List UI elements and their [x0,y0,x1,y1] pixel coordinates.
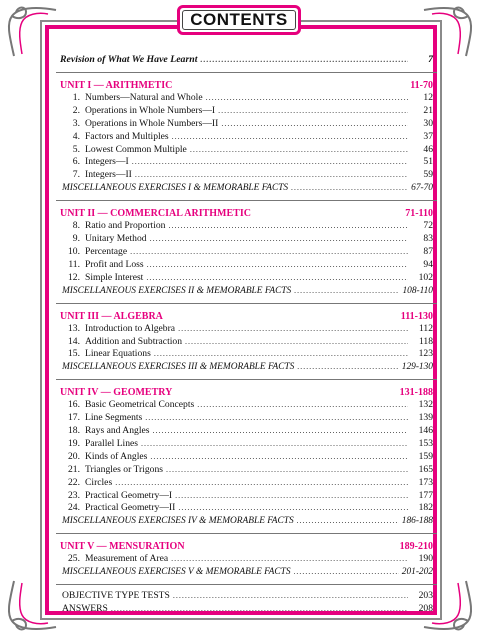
misc-exercises-pages: 186-188 [401,516,433,527]
leader-dots [141,438,408,451]
chapter-number: 21. [68,463,80,475]
unit-heading-label: UNIT IV — GEOMETRY [60,387,173,399]
toc-row[interactable] [60,272,433,285]
chapter-number: 22. [68,476,80,488]
unit-heading-label: UNIT I — ARITHMETIC [60,79,173,91]
toc-row[interactable] [60,233,433,246]
page-number: 46 [423,143,433,155]
unit-heading-pages: 71-110 [405,208,433,220]
chapter-title: Integers—II [85,169,132,181]
page-number: 83 [423,233,433,245]
page-number: 159 [418,450,433,462]
page-number: 173 [418,476,433,488]
misc-exercises-row[interactable] [60,182,433,195]
revision-label: Revision of What We Have Learnt [60,54,198,65]
toc-row[interactable] [60,412,433,425]
leader-dots [115,477,408,490]
page-number: 177 [418,489,433,501]
leader-dots [111,603,408,616]
toc-row[interactable] [60,451,433,464]
misc-exercises-label: MISCELLANEOUS EXERCISES I & MEMORABLE FACTS [62,183,289,194]
misc-exercises-row[interactable] [60,285,433,298]
leader-dots [172,131,408,144]
toc-row[interactable] [60,220,433,233]
leader-dots [291,182,408,195]
page-number: 182 [418,502,433,514]
leader-dots [145,412,408,425]
toc-row[interactable] [60,131,433,144]
toc-row[interactable] [60,438,433,451]
chapter-number: 17. [68,412,80,424]
toc-row[interactable] [60,464,433,477]
page-number: 30 [423,117,433,129]
leader-dots [147,259,408,272]
unit-heading-label: UNIT II — COMMERCIAL ARITHMETIC [60,208,251,220]
unit-heading-label: UNIT V — MENSURATION [60,541,185,553]
table-of-contents [60,54,433,616]
unit-heading-label: UNIT III — ALGEBRA [60,310,163,322]
leader-dots [150,451,408,464]
chapter-number: 12. [68,271,80,283]
leader-dots [166,464,408,477]
divider [56,72,437,73]
chapter-title: Measurement of Area [85,553,169,565]
chapter-title: Operations in Whole Numbers—II [85,117,219,129]
revision-row[interactable] [60,54,433,67]
page-number: 190 [418,553,433,565]
toc-row[interactable] [60,105,433,118]
page-number: 123 [418,348,433,360]
leader-dots [178,323,408,336]
chapter-number: 15. [68,348,80,360]
chapter-title: Basic Geometrical Concepts [85,399,195,411]
leader-dots [197,399,408,412]
page-number: 165 [418,463,433,475]
page-title: CONTENTS [182,10,296,30]
misc-exercises-pages: 129-130 [401,362,433,373]
chapter-title: Kinds of Angles [85,450,148,462]
chapter-title: Practical Geometry—I [85,489,173,501]
page-number: 139 [418,412,433,424]
chapter-title: Profit and Loss [85,258,144,270]
title-box [177,5,301,35]
leader-dots [175,490,408,503]
leader-dots [297,361,398,374]
unit-heading-pages: 11-70 [410,79,433,91]
toc-row[interactable] [60,323,433,336]
chapter-title: Practical Geometry—II [85,502,176,514]
page-number: 132 [418,399,433,411]
leader-dots [190,144,408,157]
toc-row[interactable] [60,477,433,490]
chapter-number: 2. [72,104,80,116]
toc-row[interactable] [60,425,433,438]
unit-heading-pages: 131-188 [399,387,433,399]
toc-row[interactable] [60,502,433,515]
chapter-number: 25. [68,553,80,565]
leader-dots [130,246,408,259]
chapter-title: Operations in Whole Numbers—I [85,104,216,116]
entry-label: OBJECTIVE TYPE TESTS [62,590,170,602]
chapter-title: Unitary Method [85,233,147,245]
toc-row[interactable] [60,144,433,157]
chapter-number: 20. [68,450,80,462]
leader-dots [153,425,409,438]
misc-exercises-label: MISCELLANEOUS EXERCISES III & MEMORABLE FACTS [62,362,295,373]
units-container [60,79,433,585]
toc-row[interactable] [60,399,433,412]
chapter-number: 19. [68,437,80,449]
leader-dots [294,285,399,298]
chapter-number: 6. [72,156,80,168]
chapter-title: Numbers—Natural and Whole [85,91,203,103]
chapter-title: Triangles or Trigons [85,463,164,475]
entry-label: ANSWERS [62,603,108,614]
chapter-title: Simple Interest [85,271,144,283]
leader-dots [294,566,399,579]
chapter-number: 4. [72,130,80,142]
chapter-number: 14. [68,335,80,347]
leader-dots [168,220,408,233]
page-number: 146 [418,425,433,437]
toc-row[interactable] [60,92,433,105]
chapter-title: Line Segments [85,412,143,424]
unit-heading[interactable] [60,207,433,220]
page-number: 37 [423,130,433,142]
toc-row[interactable] [60,246,433,259]
misc-exercises-row[interactable] [60,515,433,528]
chapter-number: 11. [68,258,80,270]
misc-exercises-pages: 67-70 [411,183,433,194]
leader-dots [150,233,408,246]
chapter-title: Percentage [85,245,128,257]
unit-heading[interactable] [60,310,433,323]
chapter-title: Rays and Angles [85,425,150,437]
leader-dots [297,515,399,528]
chapter-number: 5. [72,143,80,155]
leader-dots [178,502,408,515]
misc-exercises-label: MISCELLANEOUS EXERCISES IV & MEMORABLE FACTS [62,516,294,527]
page-number: 51 [423,156,433,168]
toc-row[interactable] [60,336,433,349]
toc-row-answers[interactable] [60,603,433,616]
leader-dots [146,272,408,285]
unit-heading-pages: 111-130 [400,310,433,322]
revision-page: 7 [428,54,433,65]
divider [56,533,437,534]
misc-exercises-pages: 108-110 [402,285,433,296]
chapter-title: Ratio and Proportion [85,220,166,232]
entry-page: 208 [418,603,433,614]
toc-row[interactable] [60,259,433,272]
leader-dots [221,118,408,131]
chapter-number: 8. [72,220,80,232]
chapter-title: Circles [85,476,113,488]
page-number: 118 [418,335,433,347]
unit-heading-pages: 189-210 [399,541,433,553]
divider [56,200,437,201]
toc-row[interactable] [60,169,433,182]
chapter-number: 7. [72,169,80,181]
leader-dots [185,336,408,349]
chapter-title: Factors and Multiples [85,130,169,142]
chapter-title: Integers—I [85,156,129,168]
misc-exercises-pages: 201-202 [401,567,433,578]
chapter-title: Linear Equations [85,348,151,360]
chapter-number: 10. [68,245,80,257]
unit-heading[interactable] [60,386,433,399]
unit-heading[interactable] [60,79,433,92]
chapter-number: 13. [68,322,80,334]
corner-ornament-bottom-left [4,577,60,633]
chapter-title: Addition and Subtraction [85,335,182,347]
toc-row[interactable] [60,156,433,169]
corner-ornament-top-left [4,4,60,60]
chapter-number: 1. [72,91,80,103]
page-number: 94 [423,258,433,270]
entry-page: 203 [418,590,433,602]
toc-row[interactable] [60,490,433,503]
page-number: 153 [418,437,433,449]
leader-dots [200,54,408,67]
toc-row[interactable] [60,348,433,361]
leader-dots [171,553,408,566]
toc-row[interactable] [60,118,433,131]
chapter-title: Introduction to Algebra [85,322,176,334]
divider [56,303,437,304]
chapter-number: 24. [68,502,80,514]
divider [56,379,437,380]
chapter-number: 18. [68,425,80,437]
misc-exercises-label: MISCELLANEOUS EXERCISES II & MEMORABLE FACTS [62,285,292,296]
toc-row[interactable] [60,553,433,566]
corner-ornament-top-right [420,4,476,60]
page-number: 59 [423,169,433,181]
page-number: 102 [418,271,433,283]
chapter-number: 23. [68,489,80,501]
chapter-title: Lowest Common Multiple [85,143,187,155]
page-number: 12 [423,91,433,103]
chapter-number: 3. [72,117,80,129]
page-number: 21 [423,104,433,116]
leader-dots [206,92,408,105]
toc-row-objective-tests[interactable] [60,590,433,603]
page-number: 72 [423,220,433,232]
chapter-number: 9. [72,233,80,245]
leader-dots [135,169,408,182]
unit-heading[interactable] [60,540,433,553]
leader-dots [132,156,408,169]
leader-dots [154,348,408,361]
page-number: 112 [418,322,433,334]
leader-dots [218,105,408,118]
misc-exercises-label: MISCELLANEOUS EXERCISES V & MEMORABLE FACTS [62,567,291,578]
misc-exercises-row[interactable] [60,566,433,579]
chapter-title: Parallel Lines [85,437,139,449]
page-number: 87 [423,245,433,257]
chapter-number: 16. [68,399,80,411]
misc-exercises-row[interactable] [60,361,433,374]
leader-dots [173,590,408,603]
